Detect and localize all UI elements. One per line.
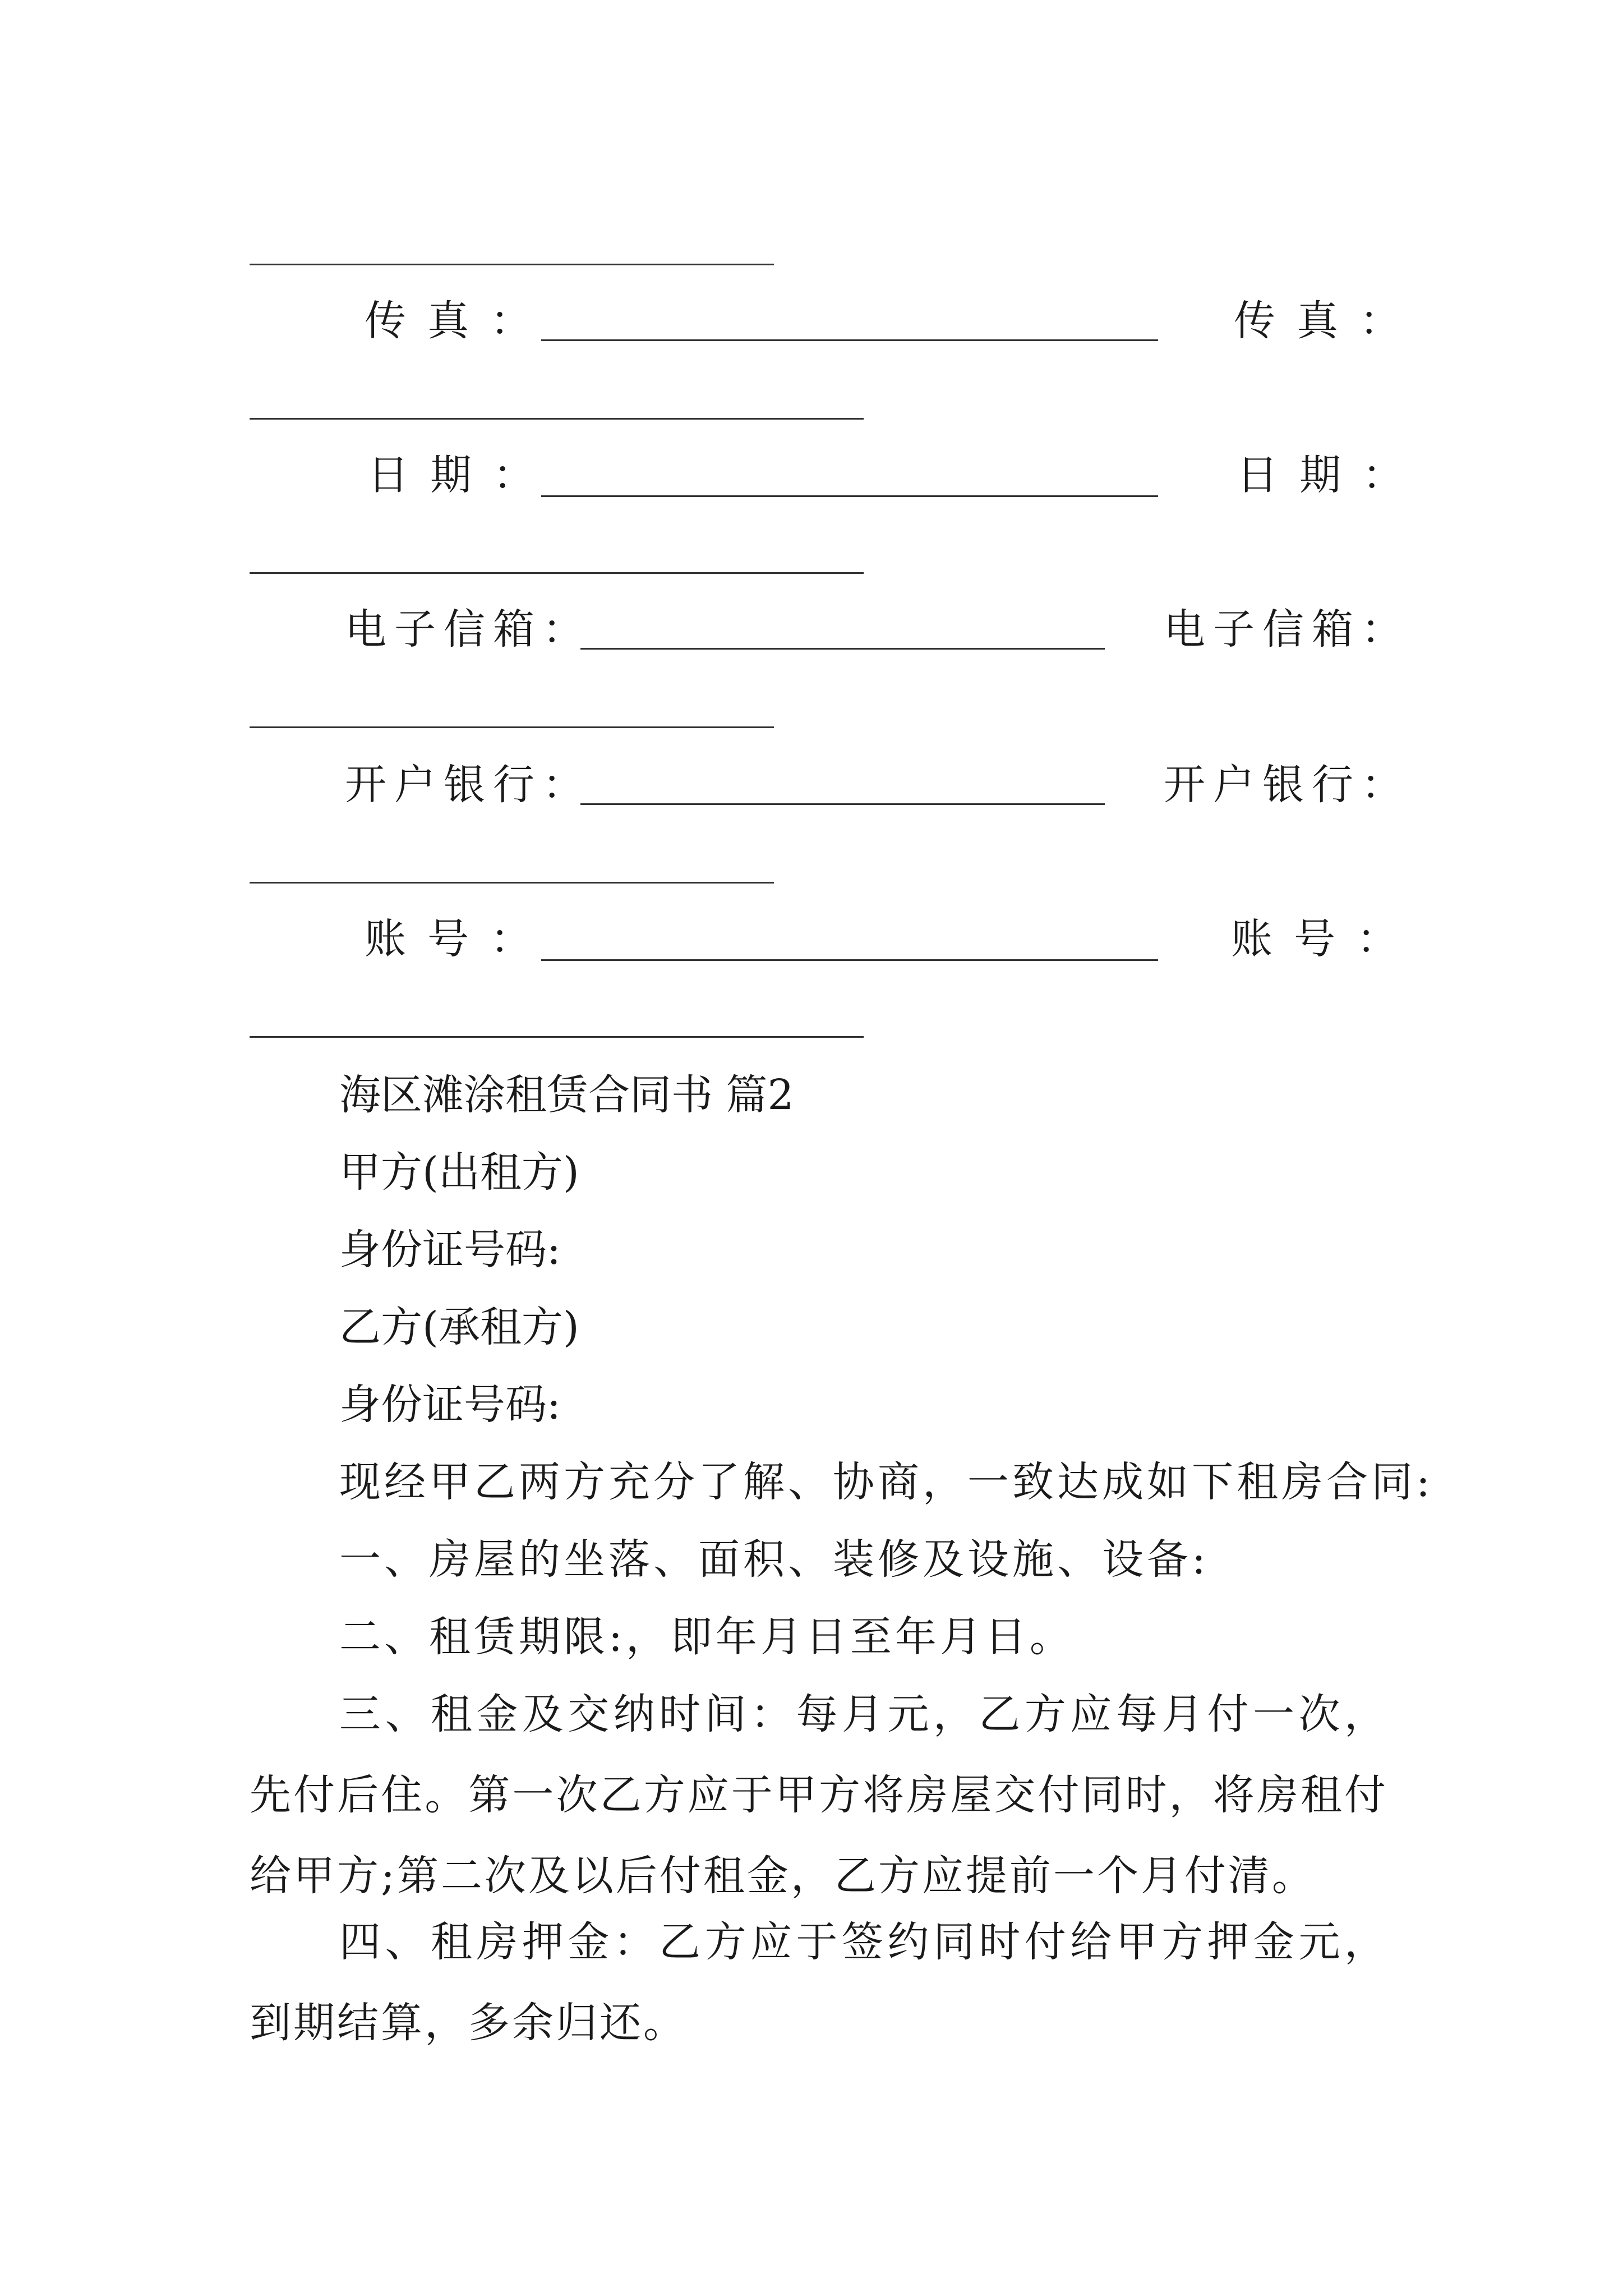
clause-one: 一、房屋的坐落、面积、装修及设施、设备:: [339, 1535, 1209, 1584]
intro-line: 现经甲乙两方充分了解、协商，一致达成如下租房合同:: [339, 1458, 1433, 1506]
account-blank-left[interactable]: [541, 959, 1158, 961]
date-blank-right[interactable]: [250, 572, 864, 574]
email-blank-left[interactable]: [580, 648, 1105, 650]
account-label-left: 账号：: [365, 915, 553, 963]
bank-label-right: 开户银行：: [1164, 761, 1410, 809]
bank-blank-right[interactable]: [250, 882, 774, 884]
date-label-right: 日期：: [1237, 451, 1425, 499]
email-blank-right[interactable]: [250, 726, 774, 728]
party-a-line: 甲方(出租方): [339, 1148, 579, 1197]
fax-label-left: 传真：: [365, 297, 553, 345]
blank-line: [250, 264, 774, 265]
party-b-line: 乙方(承租方): [339, 1303, 579, 1351]
date-blank-left[interactable]: [541, 495, 1158, 497]
party-a-id-line: 身份证号码:: [339, 1226, 561, 1274]
clause-three: 三、租金及交纳时间：每月元，乙方应每月付一次，先付后住。第一次乙方应于甲方将房屋交付同时，将房租付给甲方;第二次及以后付租金，乙方应提前一个月付清。: [250, 1690, 1388, 1900]
party-b-id-line: 身份证号码:: [339, 1381, 561, 1429]
fax-blank-left[interactable]: [541, 339, 1158, 341]
fax-blank-right[interactable]: [250, 418, 864, 420]
section-title: 海区滩涂租赁合同书 篇2: [339, 1071, 794, 1119]
fax-label-right: 传真：: [1234, 297, 1422, 345]
bank-blank-left[interactable]: [580, 803, 1105, 805]
email-label-right: 电子信箱：: [1164, 605, 1410, 654]
account-blank-right[interactable]: [250, 1036, 864, 1038]
bank-label-left: 开户银行：: [345, 761, 592, 809]
account-label-right: 账号：: [1231, 915, 1419, 963]
email-label-left: 电子信箱：: [345, 605, 592, 654]
clause-four: 四、租房押金：乙方应于签约同时付给甲方押金元，到期结算，多余归还。: [250, 1918, 1388, 2047]
clause-two: 二、租赁期限:，即年月日至年月日。: [339, 1613, 1075, 1661]
date-label-left: 日期：: [367, 451, 556, 499]
